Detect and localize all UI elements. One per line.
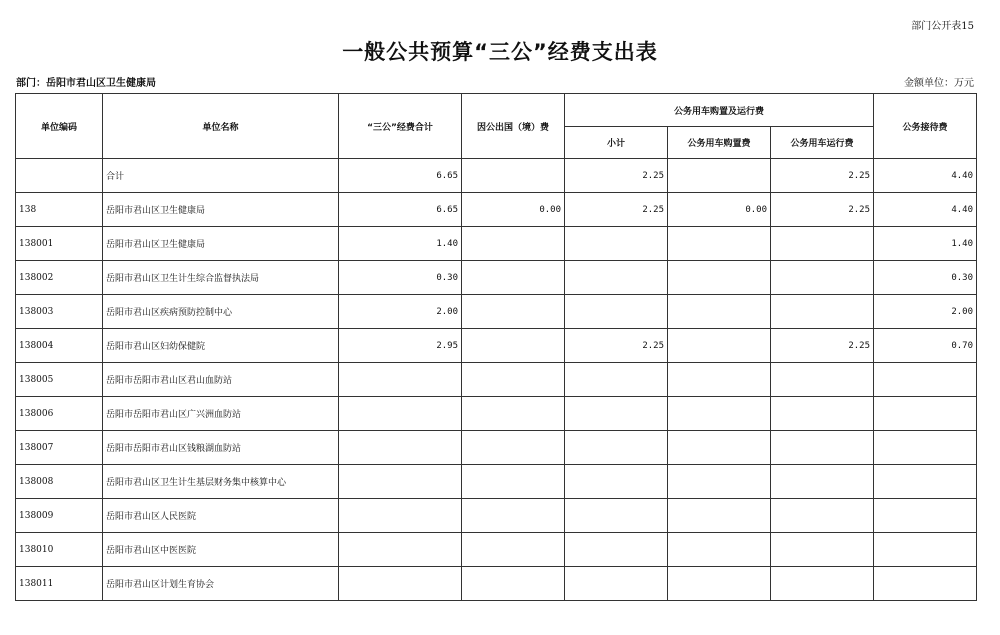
cell-purchase (668, 533, 771, 567)
cell-subtotal (565, 363, 668, 397)
cell-reception: 0.70 (874, 329, 977, 363)
cell-code: 138009 (16, 499, 103, 533)
cell-purchase (668, 431, 771, 465)
cell-name: 岳阳市君山区中医医院 (103, 533, 339, 567)
cell-subtotal (565, 431, 668, 465)
cell-total (339, 363, 462, 397)
table-body (16, 159, 977, 601)
header-reception: 公务接待费 (874, 94, 977, 159)
cell-purchase (668, 159, 771, 193)
cell-purchase (668, 227, 771, 261)
cell-abroad (462, 533, 565, 567)
cell-code: 138005 (16, 363, 103, 397)
cell-total: 2.00 (339, 295, 462, 329)
cell-purchase (668, 261, 771, 295)
cell-name: 合计 (103, 159, 339, 193)
cell-operation (771, 465, 874, 499)
cell-reception: 4.40 (874, 193, 977, 227)
cell-name: 岳阳市君山区妇幼保健院 (103, 329, 339, 363)
amount-unit-label: 金额单位：万元 (904, 78, 974, 89)
cell-total (339, 431, 462, 465)
cell-operation (771, 295, 874, 329)
cell-reception (874, 533, 977, 567)
cell-subtotal (565, 533, 668, 567)
cell-abroad (462, 567, 565, 601)
cell-operation (771, 261, 874, 295)
header-total: “三公”经费合计 (339, 94, 462, 159)
cell-total (339, 533, 462, 567)
header-code: 单位编码 (16, 94, 103, 159)
cell-name: 岳阳市君山区卫生健康局 (103, 227, 339, 261)
cell-name: 岳阳市君山区人民医院 (103, 499, 339, 533)
header-vehicle-group: 公务用车购置及运行费 (565, 94, 874, 127)
cell-operation: 2.25 (771, 193, 874, 227)
table-row (16, 465, 977, 499)
cell-total: 2.95 (339, 329, 462, 363)
cell-name: 岳阳市君山区疾病预防控制中心 (103, 295, 339, 329)
cell-reception (874, 465, 977, 499)
cell-abroad (462, 431, 565, 465)
header-abroad: 因公出国（境）费 (462, 94, 565, 159)
cell-reception (874, 431, 977, 465)
cell-abroad (462, 397, 565, 431)
cell-purchase (668, 397, 771, 431)
cell-reception (874, 567, 977, 601)
cell-operation (771, 533, 874, 567)
header-operation: 公务用车运行费 (771, 127, 874, 159)
cell-name: 岳阳市君山区卫生计生综合监督执法局 (103, 261, 339, 295)
cell-operation (771, 431, 874, 465)
cell-operation (771, 499, 874, 533)
cell-reception (874, 499, 977, 533)
cell-total: 6.65 (339, 193, 462, 227)
cell-operation (771, 567, 874, 601)
cell-subtotal (565, 567, 668, 601)
cell-name: 岳阳市岳阳市君山区钱粮湖血防站 (103, 431, 339, 465)
header-name: 单位名称 (103, 94, 339, 159)
cell-subtotal (565, 499, 668, 533)
cell-total (339, 465, 462, 499)
cell-purchase (668, 567, 771, 601)
cell-purchase (668, 499, 771, 533)
cell-operation (771, 397, 874, 431)
table-row (16, 397, 977, 431)
cell-name: 岳阳市君山区卫生计生基层财务集中核算中心 (103, 465, 339, 499)
form-number: 部门公开表15 (911, 21, 974, 32)
header-subtotal: 小计 (565, 127, 668, 159)
cell-total: 1.40 (339, 227, 462, 261)
cell-reception: 2.00 (874, 295, 977, 329)
cell-purchase (668, 465, 771, 499)
cell-total: 6.65 (339, 159, 462, 193)
cell-subtotal (565, 295, 668, 329)
cell-subtotal: 2.25 (565, 159, 668, 193)
table-row (16, 329, 977, 363)
header-row-top (16, 94, 977, 127)
cell-subtotal: 2.25 (565, 329, 668, 363)
cell-abroad (462, 465, 565, 499)
table-row (16, 227, 977, 261)
cell-operation: 2.25 (771, 159, 874, 193)
cell-subtotal: 2.25 (565, 193, 668, 227)
cell-code: 138001 (16, 227, 103, 261)
table-row (16, 567, 977, 601)
table-row (16, 363, 977, 397)
cell-code: 138011 (16, 567, 103, 601)
cell-total (339, 567, 462, 601)
cell-abroad: 0.00 (462, 193, 565, 227)
page-title: 一般公共预算“三公”经费支出表 (342, 40, 658, 64)
cell-code (16, 159, 103, 193)
cell-abroad (462, 261, 565, 295)
cell-code: 138007 (16, 431, 103, 465)
cell-total (339, 499, 462, 533)
cell-subtotal (565, 397, 668, 431)
cell-operation (771, 363, 874, 397)
cell-total: 0.30 (339, 261, 462, 295)
cell-purchase (668, 329, 771, 363)
cell-reception (874, 363, 977, 397)
cell-abroad (462, 329, 565, 363)
cell-purchase (668, 295, 771, 329)
cell-subtotal (565, 465, 668, 499)
cell-abroad (462, 159, 565, 193)
department-label: 部门：岳阳市君山区卫生健康局 (16, 78, 156, 89)
cell-operation: 2.25 (771, 329, 874, 363)
expenditure-table (15, 93, 977, 601)
table-row (16, 431, 977, 465)
cell-code: 138 (16, 193, 103, 227)
cell-operation (771, 227, 874, 261)
cell-total (339, 397, 462, 431)
cell-reception: 1.40 (874, 227, 977, 261)
table-row (16, 261, 977, 295)
cell-subtotal (565, 261, 668, 295)
table-row (16, 193, 977, 227)
cell-name: 岳阳市君山区计划生育协会 (103, 567, 339, 601)
cell-code: 138008 (16, 465, 103, 499)
cell-abroad (462, 227, 565, 261)
header-purchase: 公务用车购置费 (668, 127, 771, 159)
cell-name: 岳阳市君山区卫生健康局 (103, 193, 339, 227)
cell-name: 岳阳市岳阳市君山区广兴洲血防站 (103, 397, 339, 431)
cell-subtotal (565, 227, 668, 261)
cell-name: 岳阳市岳阳市君山区君山血防站 (103, 363, 339, 397)
cell-code: 138003 (16, 295, 103, 329)
cell-purchase (668, 363, 771, 397)
cell-code: 138010 (16, 533, 103, 567)
cell-code: 138004 (16, 329, 103, 363)
cell-abroad (462, 499, 565, 533)
cell-code: 138006 (16, 397, 103, 431)
cell-reception (874, 397, 977, 431)
table-row (16, 159, 977, 193)
table-row (16, 533, 977, 567)
cell-abroad (462, 363, 565, 397)
cell-code: 138002 (16, 261, 103, 295)
cell-abroad (462, 295, 565, 329)
table-row (16, 499, 977, 533)
table-row (16, 295, 977, 329)
cell-reception: 4.40 (874, 159, 977, 193)
cell-reception: 0.30 (874, 261, 977, 295)
cell-purchase: 0.00 (668, 193, 771, 227)
